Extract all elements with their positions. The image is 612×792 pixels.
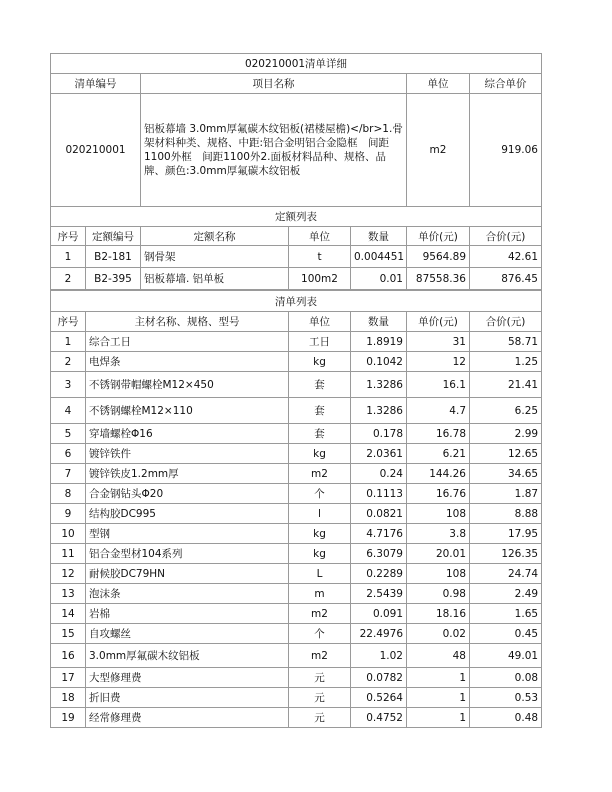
table-row: [51, 708, 542, 728]
material-total: 8.88: [470, 504, 542, 524]
col-header-name: 项目名称: [141, 74, 407, 94]
material-total: 12.65: [470, 444, 542, 464]
quota-col-header: 合价(元): [470, 227, 542, 246]
quota-name: 铝板幕墙. 铝单板: [141, 268, 289, 290]
material-unit-price: 1: [407, 708, 470, 728]
quota-unit-price: 9564.89: [407, 246, 470, 268]
material-qty: 0.2289: [351, 564, 407, 584]
title-row: [51, 54, 542, 74]
materials-rows: [51, 332, 542, 728]
material-total: 0.08: [470, 668, 542, 688]
quota-col-header: 数量: [351, 227, 407, 246]
quota-qty: 0.01: [351, 268, 407, 290]
table-row: [51, 584, 542, 604]
materials-section-title: 清单列表: [51, 291, 542, 312]
material-qty: 2.5439: [351, 584, 407, 604]
materials-col-header: 序号: [51, 312, 86, 332]
material-index: 2: [51, 352, 86, 372]
material-unit: l: [289, 504, 351, 524]
material-name: 大型修理费: [86, 668, 289, 688]
material-qty: 22.4976: [351, 624, 407, 644]
material-total: 1.65: [470, 604, 542, 624]
material-index: 4: [51, 398, 86, 424]
material-total: 2.99: [470, 424, 542, 444]
material-unit: 套: [289, 398, 351, 424]
material-qty: 1.02: [351, 644, 407, 668]
material-name: 综合工日: [86, 332, 289, 352]
quota-index: 2: [51, 268, 86, 290]
material-qty: 0.4752: [351, 708, 407, 728]
material-total: 1.25: [470, 352, 542, 372]
material-index: 16: [51, 644, 86, 668]
material-qty: 2.0361: [351, 444, 407, 464]
material-unit-price: 0.02: [407, 624, 470, 644]
table-row: [51, 564, 542, 584]
table-row: [51, 668, 542, 688]
material-name: 结构胶DC995: [86, 504, 289, 524]
material-unit-price: 12: [407, 352, 470, 372]
item-name: 铝板幕墙 3.0mm厚氟碳木纹铝板(裙楼屋檐)</br>1.骨架材料种类、规格、中距:铝合金明铝合金隐框 间距1100外框 间距1100外2.面板材料品种、规格、品牌、颜色:3.0mm厚氟碳木纹铝板: [141, 94, 407, 207]
materials-col-header: 合价(元): [470, 312, 542, 332]
material-qty: 0.1042: [351, 352, 407, 372]
material-unit: 个: [289, 484, 351, 504]
item-price: 919.06: [470, 94, 542, 207]
materials-header-row: [51, 312, 542, 332]
table-row: [51, 246, 542, 268]
material-unit-price: 16.78: [407, 424, 470, 444]
material-qty: 0.1113: [351, 484, 407, 504]
material-name: 型钢: [86, 524, 289, 544]
table-row: [51, 424, 542, 444]
materials-col-header: 数量: [351, 312, 407, 332]
material-unit: kg: [289, 444, 351, 464]
material-qty: 0.091: [351, 604, 407, 624]
bill-item-table: [50, 53, 542, 207]
material-unit-price: 20.01: [407, 544, 470, 564]
material-unit-price: 16.76: [407, 484, 470, 504]
material-name: 不锈钢带帽螺栓M12×450: [86, 372, 289, 398]
material-name: 折旧费: [86, 688, 289, 708]
table-row: [51, 444, 542, 464]
material-name: 铝合金型材104系列: [86, 544, 289, 564]
table-row: [51, 352, 542, 372]
quota-name: 钢骨架: [141, 246, 289, 268]
material-index: 9: [51, 504, 86, 524]
material-index: 14: [51, 604, 86, 624]
material-index: 18: [51, 688, 86, 708]
table-row: [51, 332, 542, 352]
table-row: [51, 544, 542, 564]
material-index: 19: [51, 708, 86, 728]
table-row: [51, 644, 542, 668]
table-row: [51, 268, 542, 290]
material-total: 6.25: [470, 398, 542, 424]
material-qty: 0.5264: [351, 688, 407, 708]
material-unit: 元: [289, 708, 351, 728]
material-qty: 0.0782: [351, 668, 407, 688]
table-row: [51, 484, 542, 504]
material-total: 49.01: [470, 644, 542, 668]
quota-code: B2-395: [86, 268, 141, 290]
material-qty: 0.0821: [351, 504, 407, 524]
col-header-unit: 单位: [407, 74, 470, 94]
material-unit: m2: [289, 464, 351, 484]
quota-section-title: 定额列表: [51, 207, 542, 227]
quota-total: 876.45: [470, 268, 542, 290]
table-row: [51, 688, 542, 708]
material-total: 17.95: [470, 524, 542, 544]
table-row: [51, 524, 542, 544]
material-index: 15: [51, 624, 86, 644]
quota-col-header: 单价(元): [407, 227, 470, 246]
material-unit-price: 18.16: [407, 604, 470, 624]
material-name: 镀锌铁件: [86, 444, 289, 464]
bill-title: 020210001清单详细: [51, 54, 542, 74]
material-total: 126.35: [470, 544, 542, 564]
material-total: 0.45: [470, 624, 542, 644]
material-unit: 套: [289, 424, 351, 444]
material-unit-price: 1: [407, 688, 470, 708]
material-qty: 0.24: [351, 464, 407, 484]
material-unit-price: 0.98: [407, 584, 470, 604]
quota-col-header: 定额名称: [141, 227, 289, 246]
materials-table: [50, 290, 542, 728]
material-qty: 6.3079: [351, 544, 407, 564]
material-index: 3: [51, 372, 86, 398]
material-name: 经常修理费: [86, 708, 289, 728]
material-unit: m2: [289, 604, 351, 624]
material-name: 镀锌铁皮1.2mm厚: [86, 464, 289, 484]
material-index: 10: [51, 524, 86, 544]
material-index: 5: [51, 424, 86, 444]
material-qty: 1.8919: [351, 332, 407, 352]
materials-section-row: [51, 291, 542, 312]
material-unit: kg: [289, 352, 351, 372]
material-unit-price: 144.26: [407, 464, 470, 484]
material-name: 耐候胶DC79HN: [86, 564, 289, 584]
material-index: 6: [51, 444, 86, 464]
material-unit: m: [289, 584, 351, 604]
material-total: 0.53: [470, 688, 542, 708]
quota-unit-price: 87558.36: [407, 268, 470, 290]
quota-unit: t: [289, 246, 351, 268]
material-total: 34.65: [470, 464, 542, 484]
material-unit-price: 48: [407, 644, 470, 668]
material-name: 合金钢钻头Φ20: [86, 484, 289, 504]
material-total: 24.74: [470, 564, 542, 584]
material-total: 58.71: [470, 332, 542, 352]
quota-section-row: [51, 207, 542, 227]
materials-col-header: 单位: [289, 312, 351, 332]
table-row: [51, 372, 542, 398]
material-index: 13: [51, 584, 86, 604]
quota-qty: 0.004451: [351, 246, 407, 268]
material-unit-price: 16.1: [407, 372, 470, 398]
material-unit: 个: [289, 624, 351, 644]
col-header-price: 综合单价: [470, 74, 542, 94]
material-index: 7: [51, 464, 86, 484]
material-unit: kg: [289, 524, 351, 544]
material-unit-price: 31: [407, 332, 470, 352]
material-qty: 1.3286: [351, 398, 407, 424]
quota-col-header: 序号: [51, 227, 86, 246]
quota-table: [50, 206, 542, 290]
material-name: 3.0mm厚氟碳木纹铝板: [86, 644, 289, 668]
material-index: 1: [51, 332, 86, 352]
item-unit: m2: [407, 94, 470, 207]
material-name: 自攻螺丝: [86, 624, 289, 644]
material-unit-price: 6.21: [407, 444, 470, 464]
table-row: [51, 624, 542, 644]
table-row: [51, 464, 542, 484]
quota-col-header: 定额编号: [86, 227, 141, 246]
material-qty: 0.178: [351, 424, 407, 444]
table-row: [51, 604, 542, 624]
materials-col-header: 主材名称、规格、型号: [86, 312, 289, 332]
material-unit: 套: [289, 372, 351, 398]
header-row: [51, 74, 542, 94]
material-unit: 元: [289, 668, 351, 688]
material-index: 12: [51, 564, 86, 584]
bill-item-row: [51, 94, 542, 207]
material-unit-price: 108: [407, 504, 470, 524]
quota-col-header: 单位: [289, 227, 351, 246]
material-unit: 工日: [289, 332, 351, 352]
material-unit: L: [289, 564, 351, 584]
material-unit-price: 1: [407, 668, 470, 688]
col-header-code: 清单编号: [51, 74, 141, 94]
quota-total: 42.61: [470, 246, 542, 268]
quota-index: 1: [51, 246, 86, 268]
table-row: [51, 504, 542, 524]
material-unit-price: 3.8: [407, 524, 470, 544]
material-name: 穿墙螺栓Φ16: [86, 424, 289, 444]
quota-header-row: [51, 227, 542, 246]
material-qty: 4.7176: [351, 524, 407, 544]
material-index: 8: [51, 484, 86, 504]
material-name: 岩棉: [86, 604, 289, 624]
quota-unit: 100m2: [289, 268, 351, 290]
material-name: 电焊条: [86, 352, 289, 372]
materials-col-header: 单价(元): [407, 312, 470, 332]
table-row: [51, 398, 542, 424]
material-qty: 1.3286: [351, 372, 407, 398]
material-unit-price: 108: [407, 564, 470, 584]
material-unit-price: 4.7: [407, 398, 470, 424]
material-name: 泡沫条: [86, 584, 289, 604]
material-total: 21.41: [470, 372, 542, 398]
material-total: 2.49: [470, 584, 542, 604]
item-code: 020210001: [51, 94, 141, 207]
material-unit: 元: [289, 688, 351, 708]
quota-code: B2-181: [86, 246, 141, 268]
material-name: 不锈钢螺栓M12×110: [86, 398, 289, 424]
material-index: 11: [51, 544, 86, 564]
material-unit: kg: [289, 544, 351, 564]
material-total: 0.48: [470, 708, 542, 728]
material-index: 17: [51, 668, 86, 688]
material-total: 1.87: [470, 484, 542, 504]
material-unit: m2: [289, 644, 351, 668]
